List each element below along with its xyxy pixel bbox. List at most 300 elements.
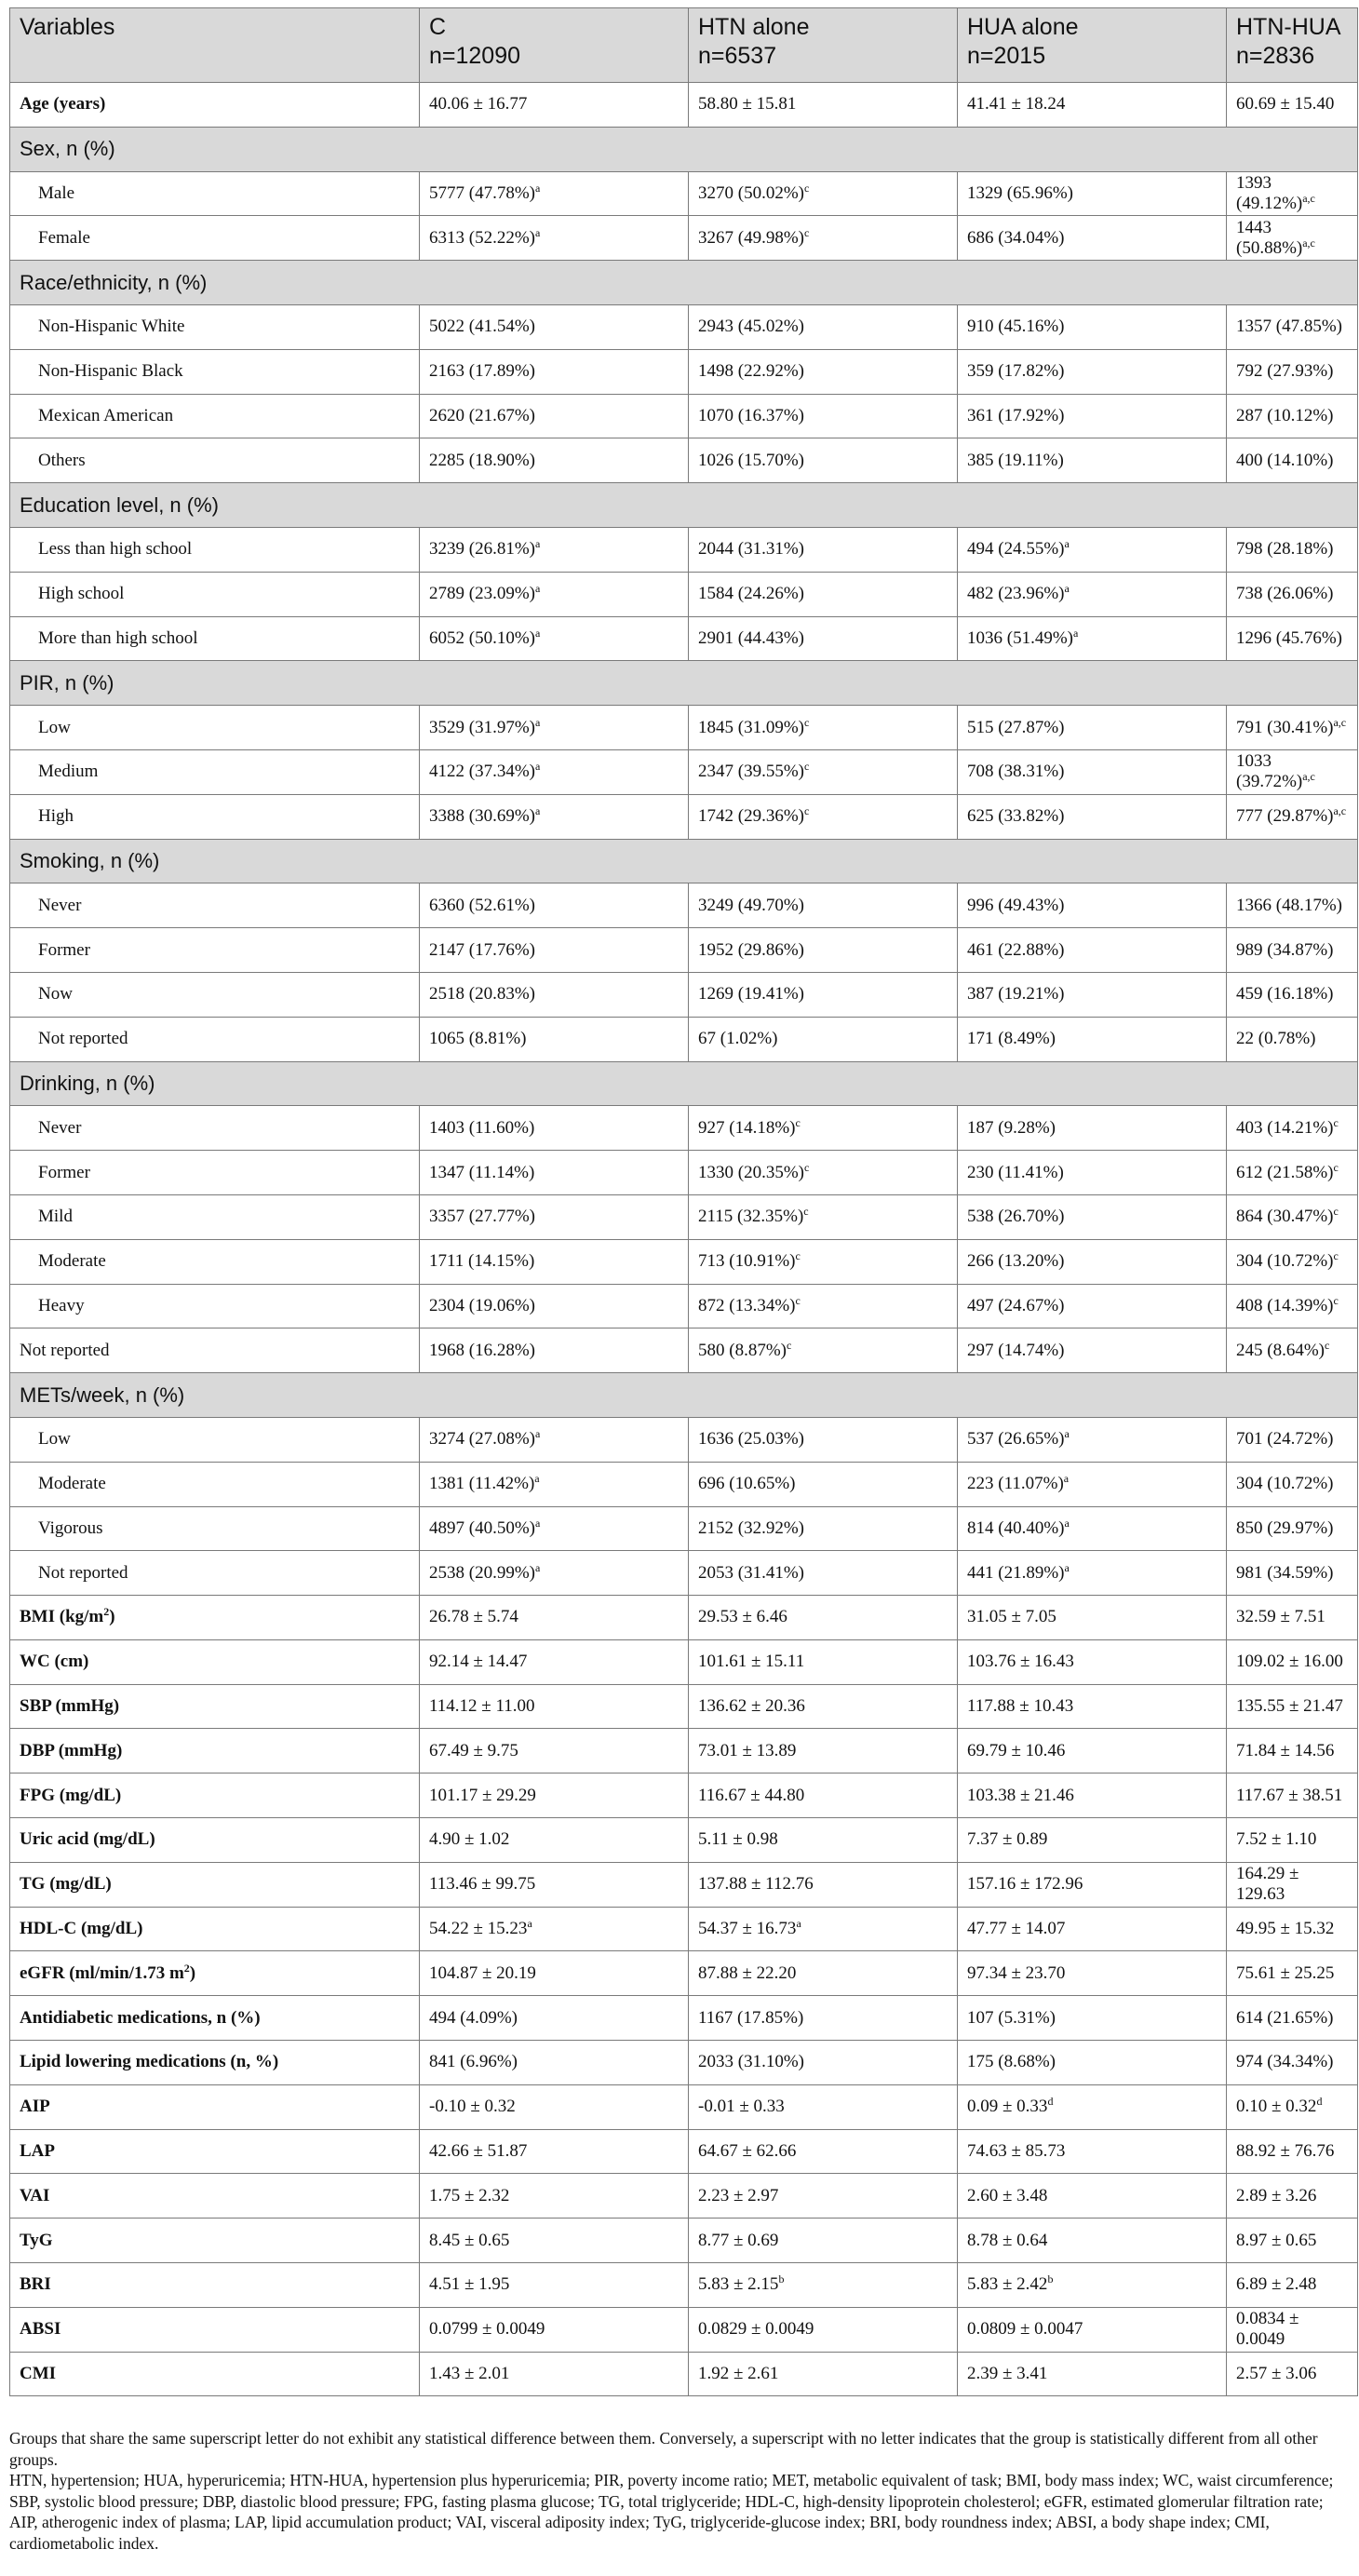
table-cell: 361 (17.92%): [958, 394, 1227, 438]
table-cell: 1584 (24.26%): [689, 572, 958, 616]
significance-superscript: c: [803, 715, 810, 729]
table-cell: 245 $(8.64\%)^c$: [1227, 1328, 1358, 1373]
table-cell: 701 (24.72%): [1227, 1417, 1358, 1462]
row-label: Low: [10, 1417, 420, 1462]
table-cell: 58.80 ± 15.81: [689, 83, 958, 128]
row-label: Vigorous: [10, 1506, 420, 1551]
significance-superscript: b: [778, 2273, 785, 2286]
table-cell: 792 (27.93%): [1227, 349, 1358, 394]
table-cell: 74.63 ± 85.73: [958, 2129, 1227, 2174]
table-cell: 101.61 ± 15.11: [689, 1639, 958, 1684]
significance-superscript: c: [803, 225, 810, 239]
table-row: [10, 1639, 1358, 1684]
significance-superscript: a: [534, 715, 541, 729]
table-row: [10, 83, 1358, 128]
header-htn-alone: HTN alone n=6537: [689, 8, 958, 83]
table-cell: 223 $(11.07\%)^a$: [958, 1462, 1227, 1506]
table-row: [10, 972, 1358, 1017]
table-cell: 42.66 ± 51.87: [420, 2129, 689, 2174]
significance-superscript: a,c: [1302, 191, 1315, 205]
table-cell: 2943 (45.02%): [689, 304, 958, 349]
table-cell: 537 $(26.65\%)^a$: [958, 1417, 1227, 1462]
row-label: Low: [10, 706, 420, 750]
table-cell: 1952 (29.86%): [689, 928, 958, 973]
table-cell: 97.34 ± 23.70: [958, 1951, 1227, 1996]
table-cell: 0.0829 ± 0.0049: [689, 2307, 958, 2352]
abbreviations-note: HTN, hypertension; HUA, hyperuricemia; HTN-HUA, hypertension plus hyperuricemia; PIR, poverty income ratio; MET, metabolic equivalent of task; BMI, body mass index; WC, waist circumference; SBP, systolic blood pressure; DBP, diastolic blood pressure; FPG, fasting plasma glucose; TG, total triglyceride; HDL-C, high-density lipoprotein cholesterol; eGFR, estimated glomerular filtration rate; AIP, atherogenic index of plasma; LAP, lipid accumulation product; VAI, visceral adiposity index; TyG, triglyceride-glucose index; BRI, body roundness index; ABSI, a body shape index; CMI, cardiometabolic index.: [9, 2471, 1334, 2553]
significance-superscript: c: [1333, 1249, 1339, 1263]
table-cell: 266 (13.20%): [958, 1239, 1227, 1284]
significance-superscript: c: [803, 1160, 810, 1174]
table-cell: 107 (5.31%): [958, 1996, 1227, 2041]
table-cell: 31.05 ± 7.05: [958, 1596, 1227, 1640]
row-label: Non-Hispanic White: [10, 304, 420, 349]
table-cell: 1070 (16.37%): [689, 394, 958, 438]
table-cell: 3388 $(30.69\%)^a$: [420, 794, 689, 839]
significance-superscript: c: [795, 1249, 801, 1263]
table-cell: 1711 (14.15%): [420, 1239, 689, 1284]
table-row: [10, 304, 1358, 349]
table-cell: 1.92 ± 2.61: [689, 2352, 958, 2396]
table-row: [10, 349, 1358, 394]
table-row: [10, 2307, 1358, 2352]
row-label: Less than high school: [10, 527, 420, 572]
table-cell: 60.69 ± 15.40: [1227, 83, 1358, 128]
row-label: SBP (mmHg): [10, 1684, 420, 1729]
table-cell: 400 (14.10%): [1227, 438, 1358, 483]
table-cell: 187 (9.28%): [958, 1106, 1227, 1151]
significance-superscript: c: [1333, 1205, 1339, 1219]
significance-superscript: d: [1316, 2095, 1323, 2109]
table-cell: 1347 (11.14%): [420, 1151, 689, 1195]
table-cell: 104.87 ± 20.19: [420, 1951, 689, 1996]
section-title: Race/ethnicity, n (%): [10, 261, 1358, 305]
table-cell: 1036 $(51.49\%)^a$: [958, 616, 1227, 661]
table-cell: 8.97 ± 0.65: [1227, 2219, 1358, 2263]
table-cell: 135.55 ± 21.47: [1227, 1684, 1358, 1729]
row-label: More than high school: [10, 616, 420, 661]
table-row: [10, 928, 1358, 973]
table-cell: 814 $(40.40\%)^a$: [958, 1506, 1227, 1551]
table-row: [10, 394, 1358, 438]
table-cell: 5.11 ± 0.98: [689, 1818, 958, 1863]
table-cell: 157.16 ± 172.96: [958, 1862, 1227, 1907]
table-cell: 2163 (17.89%): [420, 349, 689, 394]
table-cell: 1.75 ± 2.32: [420, 2174, 689, 2219]
header-variables: Variables: [10, 8, 420, 83]
row-label: Medium: [10, 749, 420, 794]
table-cell: 538 (26.70%): [958, 1194, 1227, 1239]
table-row: [10, 1996, 1358, 2041]
significance-superscript: d: [1047, 2095, 1054, 2109]
significance-superscript: c: [1324, 1338, 1330, 1352]
table-cell: 109.02 ± 16.00: [1227, 1639, 1358, 1684]
table-cell: 696 (10.65%): [689, 1462, 958, 1506]
section-header-row: [10, 261, 1358, 305]
table-cell: 1742 $(29.36\%)^c$: [689, 794, 958, 839]
table-cell: 2538 $(20.99\%)^a$: [420, 1551, 689, 1596]
table-cell: 3270 $(50.02\%)^c$: [689, 171, 958, 216]
table-row: [10, 2219, 1358, 2263]
table-cell: 71.84 ± 14.56: [1227, 1729, 1358, 1774]
section-header-row: [10, 483, 1358, 528]
significance-superscript: a: [1072, 626, 1079, 640]
table-cell: 798 (28.18%): [1227, 527, 1358, 572]
table-cell: 8.45 ± 0.65: [420, 2219, 689, 2263]
table-cell: 359 (17.82%): [958, 349, 1227, 394]
table-row: [10, 1284, 1358, 1328]
significance-superscript: a,c: [1333, 804, 1347, 818]
significance-superscript: a: [1064, 1516, 1070, 1530]
significance-superscript: c: [803, 181, 810, 195]
significance-superscript: a,c: [1302, 236, 1315, 250]
table-cell: 8.77 ± 0.69: [689, 2219, 958, 2263]
table-row: [10, 1328, 1358, 1373]
table-cell: 494 (4.09%): [420, 1996, 689, 2041]
table-cell: 2620 (21.67%): [420, 394, 689, 438]
section-title: Education level, n (%): [10, 483, 1358, 528]
significance-superscript: a: [534, 1516, 541, 1530]
table-cell: 22 (0.78%): [1227, 1017, 1358, 1061]
table-cell: 686 (34.04%): [958, 216, 1227, 261]
table-cell: 841 (6.96%): [420, 2041, 689, 2085]
table-cell: 2347 $(39.55\%)^c$: [689, 749, 958, 794]
table-cell: 4122 $(37.34\%)^a$: [420, 749, 689, 794]
table-cell: 612 $(21.58\%)^c$: [1227, 1151, 1358, 1195]
row-label: Not reported: [10, 1551, 420, 1596]
table-cell: 297 (14.74%): [958, 1328, 1227, 1373]
table-cell: 69.79 ± 10.46: [958, 1729, 1227, 1774]
row-label: BMI $(kg/m^2)$: [10, 1596, 420, 1640]
row-label: TG (mg/dL): [10, 1862, 420, 1907]
row-label: Never: [10, 1106, 420, 1151]
section-header-row: [10, 839, 1358, 883]
table-footnotes: [9, 2428, 1350, 2554]
row-label: Age (years): [10, 83, 420, 128]
table-row: [10, 1818, 1358, 1863]
header-hua-alone: HUA alone n=2015: [958, 8, 1227, 83]
table-row: [10, 1506, 1358, 1551]
table-cell: 872 $(13.34\%)^c$: [689, 1284, 958, 1328]
table-cell: 482 $(23.96\%)^a$: [958, 572, 1227, 616]
section-header-row: [10, 1061, 1358, 1106]
row-label: High: [10, 794, 420, 839]
table-cell: 64.67 ± 62.66: [689, 2129, 958, 2174]
table-cell: 2033 (31.10%): [689, 2041, 958, 2085]
table-cell: 92.14 ± 14.47: [420, 1639, 689, 1684]
table-row: [10, 1551, 1358, 1596]
table-cell: 32.59 ± 7.51: [1227, 1596, 1358, 1640]
table-cell: 101.17 ± 29.29: [420, 1774, 689, 1818]
table-cell: 8.78 ± 0.64: [958, 2219, 1227, 2263]
table-body: [10, 83, 1358, 2396]
table-cell: 3529 $(31.97\%)^a$: [420, 706, 689, 750]
table-cell: 1393 $(49.12\%)^{a,c}$: [1227, 171, 1358, 216]
table-cell: 1065 (8.81%): [420, 1017, 689, 1061]
table-row: [10, 572, 1358, 616]
table-cell: 2789 $(23.09\%)^a$: [420, 572, 689, 616]
row-label: Now: [10, 972, 420, 1017]
section-title: PIR, n (%): [10, 661, 1358, 706]
table-cell: 2044 (31.31%): [689, 527, 958, 572]
table-cell: 3357 (27.77%): [420, 1194, 689, 1239]
table-cell: 2285 (18.90%): [420, 438, 689, 483]
table-cell: 2304 (19.06%): [420, 1284, 689, 1328]
table-row: [10, 527, 1358, 572]
row-label: WC (cm): [10, 1639, 420, 1684]
table-row: [10, 1239, 1358, 1284]
significance-superscript: b: [1047, 2273, 1054, 2286]
significance-superscript: a: [534, 626, 541, 640]
table-cell: 1366 (48.17%): [1227, 883, 1358, 928]
table-row: [10, 2129, 1358, 2174]
row-label: Not reported: [10, 1328, 420, 1373]
header-htn-hua: HTN-HUA n=2836: [1227, 8, 1358, 83]
row-label: Non-Hispanic Black: [10, 349, 420, 394]
table-cell: 441 $(21.89\%)^a$: [958, 1551, 1227, 1596]
row-label: Uric acid (mg/dL): [10, 1818, 420, 1863]
row-label: Male: [10, 171, 420, 216]
row-label: VAI: [10, 2174, 420, 2219]
table-cell: 3249 (49.70%): [689, 883, 958, 928]
significance-superscript: c: [803, 760, 810, 774]
section-title: Drinking, n (%): [10, 1061, 1358, 1106]
table-cell: 5.83 ± 2.15$^b$: [689, 2263, 958, 2308]
table-cell: 6313 $(52.22\%)^a$: [420, 216, 689, 261]
table-cell: 3267 $(49.98\%)^c$: [689, 216, 958, 261]
table-row: [10, 1907, 1358, 1951]
table-cell: -0.01 ± 0.33: [689, 2084, 958, 2129]
row-label: TyG: [10, 2219, 420, 2263]
table-cell: 2.89 ± 3.26: [1227, 2174, 1358, 2219]
table-row: [10, 1194, 1358, 1239]
table-cell: 1026 (15.70%): [689, 438, 958, 483]
table-cell: 2.23 ± 2.97: [689, 2174, 958, 2219]
table-cell: 2053 (31.41%): [689, 1551, 958, 1596]
table-cell: 1269 (19.41%): [689, 972, 958, 1017]
table-cell: 910 (45.16%): [958, 304, 1227, 349]
table-cell: 113.46 ± 99.75: [420, 1862, 689, 1907]
row-label: Others: [10, 438, 420, 483]
table-cell: 713 $(10.91\%)^c$: [689, 1239, 958, 1284]
table-cell: 1443 $(50.88\%)^{a,c}$: [1227, 216, 1358, 261]
table-cell: 2901 (44.43%): [689, 616, 958, 661]
table-row: [10, 616, 1358, 661]
table-cell: 88.92 ± 76.76: [1227, 2129, 1358, 2174]
row-label: FPG (mg/dL): [10, 1774, 420, 1818]
table-cell: 1636 (25.03%): [689, 1417, 958, 1462]
table-row: [10, 171, 1358, 216]
row-label: Female: [10, 216, 420, 261]
significance-superscript: a,c: [1302, 770, 1315, 784]
significance-superscript: c: [795, 1293, 801, 1307]
table-row: [10, 1862, 1358, 1907]
section-title: Smoking, n (%): [10, 839, 1358, 883]
table-cell: 2.39 ± 3.41: [958, 2352, 1227, 2396]
table-cell: 304 (10.72%): [1227, 1462, 1358, 1506]
table-cell: 864 $(30.47\%)^c$: [1227, 1194, 1358, 1239]
significance-superscript: a: [1064, 1560, 1070, 1574]
row-label: Former: [10, 1151, 420, 1195]
significance-superscript: c: [795, 1115, 801, 1129]
table-cell: 1330 $(20.35\%)^c$: [689, 1151, 958, 1195]
table-cell: 5.83 ± 2.42$^b$: [958, 2263, 1227, 2308]
row-label: Mexican American: [10, 394, 420, 438]
table-cell: -0.10 ± 0.32: [420, 2084, 689, 2129]
significance-superscript: a: [1064, 1427, 1070, 1441]
table-row: [10, 1596, 1358, 1640]
table-row: [10, 1462, 1358, 1506]
table-cell: 385 (19.11%): [958, 438, 1227, 483]
table-cell: 738 (26.06%): [1227, 572, 1358, 616]
table-cell: 0.0799 ± 0.0049: [420, 2307, 689, 2352]
table-cell: 73.01 ± 13.89: [689, 1729, 958, 1774]
header-c: C n=12090: [420, 8, 689, 83]
table-cell: 3239 $(26.81\%)^a$: [420, 527, 689, 572]
table-row: [10, 883, 1358, 928]
baseline-characteristics-table: [9, 7, 1358, 2396]
table-cell: 1845 $(31.09\%)^c$: [689, 706, 958, 750]
table-cell: 1296 (45.76%): [1227, 616, 1358, 661]
table-cell: 2.60 ± 3.48: [958, 2174, 1227, 2219]
section-title: Sex, n (%): [10, 127, 1358, 171]
table-cell: 75.61 ± 25.25: [1227, 1951, 1358, 1996]
table-cell: 1357 (47.85%): [1227, 304, 1358, 349]
row-label: Mild: [10, 1194, 420, 1239]
table-cell: 7.37 ± 0.89: [958, 1818, 1227, 1863]
table-cell: 2.57 ± 3.06: [1227, 2352, 1358, 2396]
table-cell: 49.95 ± 15.32: [1227, 1907, 1358, 1951]
table-cell: 4.90 ± 1.02: [420, 1818, 689, 1863]
significance-superscript: a: [534, 1472, 540, 1486]
row-label: ABSI: [10, 2307, 420, 2352]
significance-superscript: a: [534, 1560, 541, 1574]
significance-superscript: a,c: [1333, 715, 1347, 729]
table-row: [10, 2263, 1358, 2308]
significance-superscript: c: [1333, 1293, 1339, 1307]
table-cell: 791 $(30.41\%)^{a,c}$: [1227, 706, 1358, 750]
section-header-row: [10, 127, 1358, 171]
table-row: [10, 1774, 1358, 1818]
table-cell: 114.12 ± 11.00: [420, 1684, 689, 1729]
table-cell: 175 (8.68%): [958, 2041, 1227, 2085]
table-row: [10, 1729, 1358, 1774]
table-cell: 1968 (16.28%): [420, 1328, 689, 1373]
table-cell: 403 $(14.21\%)^c$: [1227, 1106, 1358, 1151]
table-cell: 117.67 ± 38.51: [1227, 1774, 1358, 1818]
row-label: Not reported: [10, 1017, 420, 1061]
table-cell: 54.22 ± 15.23$^a$: [420, 1907, 689, 1951]
table-cell: 614 (21.65%): [1227, 1996, 1358, 2041]
row-label: Heavy: [10, 1284, 420, 1328]
table-cell: 230 (11.41%): [958, 1151, 1227, 1195]
table-cell: 1033 $(39.72\%)^{a,c}$: [1227, 749, 1358, 794]
significance-superscript: a: [527, 1917, 532, 1931]
table-cell: 6052 $(50.10\%)^a$: [420, 616, 689, 661]
row-label: HDL-C (mg/dL): [10, 1907, 420, 1951]
table-cell: 580 $(8.87\%)^c$: [689, 1328, 958, 1373]
row-label: Moderate: [10, 1239, 420, 1284]
table-row: [10, 1151, 1358, 1195]
header-row: [10, 8, 1358, 83]
table-row: [10, 1106, 1358, 1151]
table-cell: 461 (22.88%): [958, 928, 1227, 973]
table-cell: 6360 (52.61%): [420, 883, 689, 928]
table-cell: 497 (24.67%): [958, 1284, 1227, 1328]
section-title: METs/week, n (%): [10, 1373, 1358, 1418]
table-cell: 47.77 ± 14.07: [958, 1907, 1227, 1951]
table-cell: 5022 (41.54%): [420, 304, 689, 349]
significance-superscript: a: [796, 1917, 801, 1931]
table-row: [10, 1017, 1358, 1061]
table-row: [10, 2174, 1358, 2219]
row-label: BRI: [10, 2263, 420, 2308]
table-row: [10, 706, 1358, 750]
table-cell: 0.0834 ± 0.0049: [1227, 2307, 1358, 2352]
significance-superscript: c: [803, 804, 810, 818]
significance-superscript: a: [534, 804, 541, 818]
table-row: [10, 2084, 1358, 2129]
table-cell: 2518 (20.83%): [420, 972, 689, 1017]
table-cell: 67 (1.02%): [689, 1017, 958, 1061]
row-label: LAP: [10, 2129, 420, 2174]
table-cell: 103.38 ± 21.46: [958, 1774, 1227, 1818]
table-cell: 3274 $(27.08\%)^a$: [420, 1417, 689, 1462]
significance-superscript: a: [534, 225, 541, 239]
table-cell: 989 (34.87%): [1227, 928, 1358, 973]
table-cell: 974 (34.34%): [1227, 2041, 1358, 2085]
row-label: Former: [10, 928, 420, 973]
table-cell: 171 (8.49%): [958, 1017, 1227, 1061]
significance-superscript: a: [1064, 537, 1070, 551]
table-row: [10, 2352, 1358, 2396]
table-cell: 2147 (17.76%): [420, 928, 689, 973]
row-label: Antidiabetic medications, n (%): [10, 1996, 420, 2041]
table-cell: 515 (27.87%): [958, 706, 1227, 750]
table-row: [10, 438, 1358, 483]
table-cell: 136.62 ± 20.36: [689, 1684, 958, 1729]
table-cell: 26.78 ± 5.74: [420, 1596, 689, 1640]
section-header-row: [10, 1373, 1358, 1418]
table-cell: 1403 (11.60%): [420, 1106, 689, 1151]
row-label: CMI: [10, 2352, 420, 2396]
table-cell: 708 (38.31%): [958, 749, 1227, 794]
significance-superscript: c: [803, 1205, 809, 1219]
significance-superscript: c: [1333, 1160, 1339, 1174]
table-cell: 387 (19.21%): [958, 972, 1227, 1017]
table-row: [10, 749, 1358, 794]
significance-superscript: a: [534, 1427, 541, 1441]
table-cell: 1167 (17.85%): [689, 1996, 958, 2041]
significance-superscript: a: [534, 537, 541, 551]
significance-superscript: a: [534, 181, 541, 195]
table-cell: 1381 $(11.42\%)^a$: [420, 1462, 689, 1506]
table-cell: 4897 $(40.50\%)^a$: [420, 1506, 689, 1551]
table-row: [10, 1684, 1358, 1729]
table-cell: 117.88 ± 10.43: [958, 1684, 1227, 1729]
table-cell: 4.51 ± 1.95: [420, 2263, 689, 2308]
table-cell: 41.41 ± 18.24: [958, 83, 1227, 128]
table-cell: 494 $(24.55\%)^a$: [958, 527, 1227, 572]
table-row: [10, 794, 1358, 839]
table-cell: 67.49 ± 9.75: [420, 1729, 689, 1774]
table-cell: 2115 $(32.35\%)^c$: [689, 1194, 958, 1239]
table-cell: 1.43 ± 2.01: [420, 2352, 689, 2396]
table-cell: 0.0809 ± 0.0047: [958, 2307, 1227, 2352]
table-row: [10, 216, 1358, 261]
significance-superscript: c: [1333, 1115, 1339, 1129]
superscript-note: Groups that share the same superscript letter do not exhibit any statistical difference between them. Conversely, a superscript with no letter indicates that the group is statistically different from all other groups.: [9, 2429, 1318, 2469]
